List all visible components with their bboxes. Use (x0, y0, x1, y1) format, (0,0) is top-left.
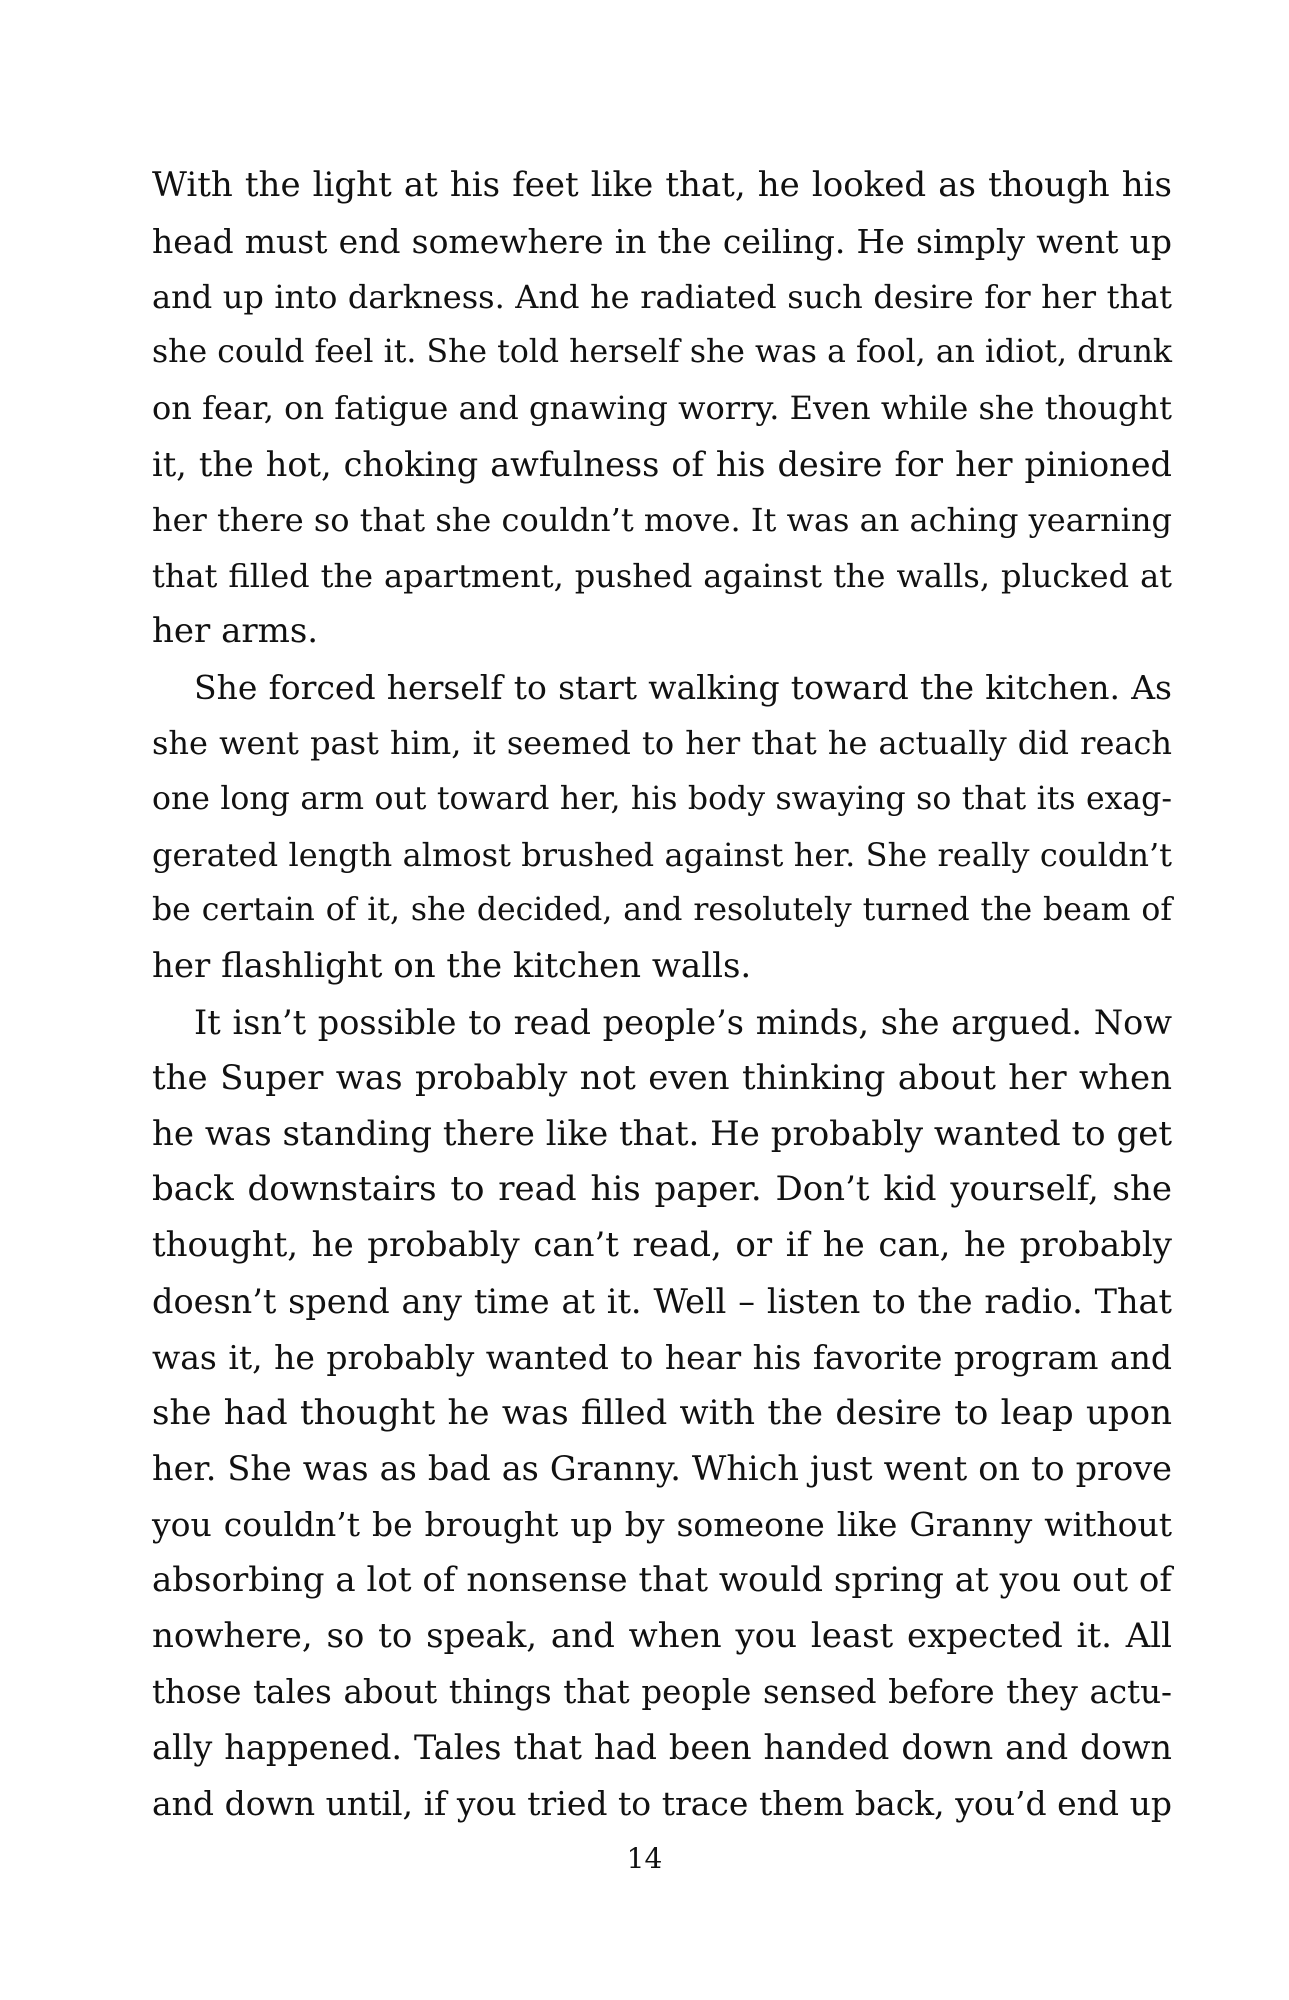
text-line: With the light at his feet like that, he looked as though his (152, 165, 1172, 205)
paragraph-2 (152, 660, 1172, 995)
text-line: he was standing there like that. He probably wanted to get (152, 1113, 1172, 1154)
text-line: that filled the apartment, pushed against the walls, plucked at (152, 556, 1172, 595)
text-line: head must end somewhere in the ceiling. He simply went up (152, 221, 1172, 261)
text-line: the Super was probably not even thinking about her when (152, 1057, 1172, 1098)
text-line: absorbing a lot of nonsense that would spring at you out of (152, 1559, 1172, 1600)
text-line: on fear, on fatigue and gnawing worry. Even while she thought (152, 389, 1172, 428)
page-number: 14 (626, 1842, 663, 1875)
text-line: her there so that she couldn’t move. It was an aching yearning (152, 500, 1172, 539)
text-line: was it, he probably wanted to hear his favorite program and (152, 1337, 1172, 1377)
text-line: doesn’t spend any time at it. Well – listen to the radio. That (152, 1281, 1172, 1321)
text-line: It isn’t possible to read people’s minds, she argued. Now (194, 1002, 1172, 1042)
text-line: and up into darkness. And he radiated such desire for her that (152, 277, 1172, 316)
text-line: one long arm out toward her, his body swaying so that its exag- (152, 780, 1172, 817)
text-line: nowhere, so to speak, and when you least expected it. All (152, 1615, 1172, 1656)
text-line: she went past him, it seemed to her that he actually did reach (152, 723, 1172, 762)
text-line: you couldn’t be brought up by someone like Granny without (152, 1505, 1172, 1545)
text-line: it, the hot, choking awfulness of his desire for her pinioned (152, 444, 1172, 484)
text-line: back downstairs to read his paper. Don’t kid yourself, she (152, 1169, 1172, 1210)
text-line: She forced herself to start walking toward the kitchen. As (194, 668, 1172, 708)
paragraph-3 (152, 995, 1172, 1832)
text-line: thought, he probably can’t read, or if he can, he probably (152, 1225, 1172, 1266)
text-line: and down until, if you tried to trace them back, you’d end up (152, 1784, 1172, 1824)
text-line: gerated length almost brushed against her. She really couldn’t (152, 835, 1172, 874)
body-text (152, 158, 1172, 1832)
text-line: she had thought he was filled with the desire to leap upon (152, 1392, 1172, 1433)
paragraph-1 (152, 158, 1172, 660)
text-line: her. She was as bad as Granny. Which just went on to prove (152, 1449, 1172, 1489)
text-line: those tales about things that people sensed before they actu- (152, 1672, 1172, 1711)
text-line: ally happened. Tales that had been handed down and down (152, 1728, 1172, 1768)
text-line: her flashlight on the kitchen walls. (152, 946, 752, 987)
text-line: be certain of it, she decided, and resolutely turned the beam of (152, 892, 1172, 929)
text-line: she could feel it. She told herself she was a fool, an idiot, drunk (152, 334, 1172, 371)
text-line: her arms. (152, 611, 319, 652)
